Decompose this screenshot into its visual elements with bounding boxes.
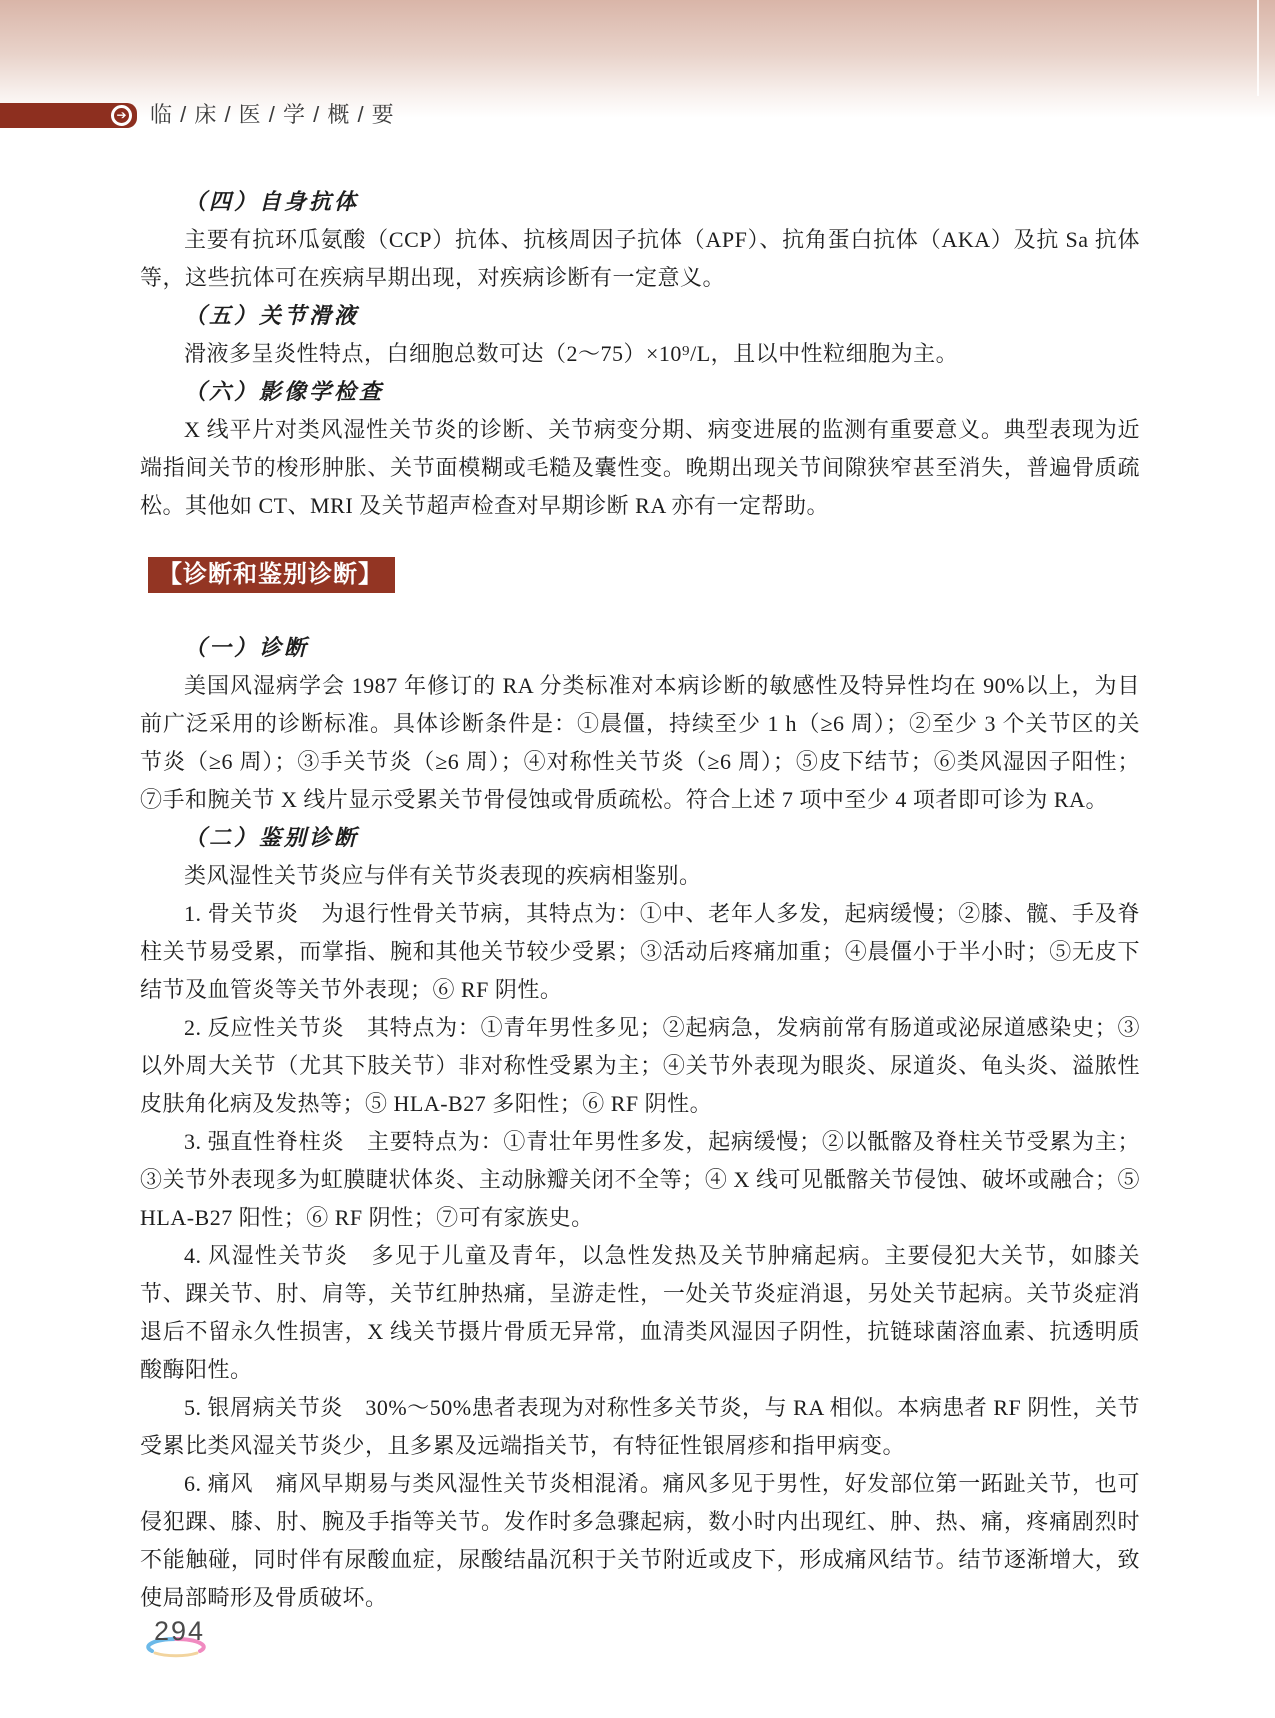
paragraph-psoriatic-arthritis: 5. 银屑病关节炎 30%～50%患者表现为对称性多关节炎，与 RA 相似。本病患者 RF 阴性，关节受累比类风湿关节炎少，且多累及远端指关节，有特征性银屑疹和指甲病变。	[140, 1395, 1140, 1458]
subsection-heading-diagnosis: （一）诊断	[184, 635, 310, 661]
subsection-heading-imaging: （六）影像学检查	[184, 379, 385, 405]
paragraph-autoantibodies: 主要有抗环瓜氨酸（CCP）抗体、抗核周因子抗体（APF）、抗角蛋白抗体（AKA）及抗 Sa 抗体等，这些抗体可在疾病早期出现，对疾病诊断有一定意义。	[140, 227, 1140, 290]
paragraph-ankylosing-spondylitis: 3. 强直性脊柱炎 主要特点为：①青壮年男性多发，起病缓慢；②以骶髂及脊柱关节受累为主；③关节外表现多为虹膜睫状体炎、主动脉瓣关闭不全等；④ X 线可见骶髂关节侵蚀、破坏或融合；⑤ HLA-B27 阳性；⑥ RF 阴性；⑦可有家族史。	[140, 1129, 1140, 1230]
paragraph-differential-intro: 类风湿性关节炎应与伴有关节炎表现的疾病相鉴别。	[184, 863, 702, 888]
section-title-diagnosis-and-differential: 【诊断和鉴别诊断】	[148, 557, 395, 593]
paragraph-osteoarthritis: 1. 骨关节炎 为退行性骨关节病，其特点为：①中、老年人多发，起病缓慢；②膝、髋、手及脊柱关节易受累，而掌指、腕和其他关节较少受累；③活动后疼痛加重；④晨僵小于半小时；⑤无皮下结节及血管炎等关节外表现；⑥ RF 阴性。	[140, 901, 1140, 1002]
paragraph-gout: 6. 痛风 痛风早期易与类风湿性关节炎相混淆。痛风多见于男性，好发部位第一跖趾关节，也可侵犯踝、膝、肘、腕及手指等关节。发作时多急骤起病，数小时内出现红、肿、热、痛，疼痛剧烈时不能触碰，同时伴有尿酸血症，尿酸结晶沉积于关节附近或皮下，形成痛风结节。结节逐渐增大，致使局部畸形及骨质破坏。	[140, 1471, 1140, 1610]
arrow-right-circle-icon: ➔	[111, 105, 132, 126]
paragraph-synovial-fluid: 滑液多呈炎性特点，白细胞总数可达（2～75）×10⁹/L，且以中性粒细胞为主。	[184, 341, 959, 366]
page-footer	[145, 1618, 209, 1658]
paragraph-rheumatic-arthritis: 4. 风湿性关节炎 多见于儿童及青年，以急性发热及关节肿痛起病。主要侵犯大关节，如膝关节、踝关节、肘、肩等，关节红肿热痛，呈游走性，一处关节炎症消退，另处关节起病。关节炎症消退后不留永久性损害，X 线关节摄片骨质无异常，血清类风湿因子阴性，抗链球菌溶血素、抗透明质酸酶阳性。	[140, 1243, 1140, 1382]
paragraph-reactive-arthritis: 2. 反应性关节炎 其特点为：①青年男性多见；②起病急，发病前常有肠道或泌尿道感染史；③以外周大关节（尤其下肢关节）非对称性受累为主；④关节外表现为眼炎、尿道炎、龟头炎、溢脓性皮肤角化病及发热等；⑤ HLA-B27 多阳性；⑥ RF 阴性。	[140, 1015, 1140, 1116]
page-number: 294	[154, 1616, 206, 1646]
page-body	[140, 183, 1140, 1617]
running-head-bar	[0, 103, 137, 128]
running-head-title: 临 / 床 / 医 / 学 / 概 / 要	[150, 102, 395, 127]
subsection-heading-synovial-fluid: （五）关节滑液	[184, 303, 360, 329]
page-edge-highlight	[1257, 0, 1259, 96]
subsection-heading-autoantibodies: （四）自身抗体	[184, 189, 360, 215]
top-gradient-band	[0, 0, 1275, 118]
paragraph-diagnosis-criteria: 美国风湿病学会 1987 年修订的 RA 分类标准对本病诊断的敏感性及特异性均在 90%以上，为目前广泛采用的诊断标准。具体诊断条件是：①晨僵，持续至少 1 h（≥6 周）；②至少 3 个关节区的关节炎（≥6 周）；③手关节炎（≥6 周）；④对称性关节炎（≥6 周）；⑤皮下结节；⑥类风湿因子阳性；⑦手和腕关节 X 线片显示受累关节骨侵蚀或骨质疏松。符合上述 7 项中至少 4 项者即可诊为 RA。	[140, 673, 1140, 812]
subsection-heading-differential-diagnosis: （二）鉴别诊断	[184, 825, 360, 851]
section-title-row	[148, 557, 1140, 593]
paragraph-imaging: X 线平片对类风湿性关节炎的诊断、关节病变分期、病变进展的监测有重要意义。典型表现为近端指间关节的梭形肿胀、关节面模糊或毛糙及囊性变。晚期出现关节间隙狭窄甚至消失，普遍骨质疏松。其他如 CT、MRI 及关节超声检查对早期诊断 RA 亦有一定帮助。	[140, 417, 1140, 518]
